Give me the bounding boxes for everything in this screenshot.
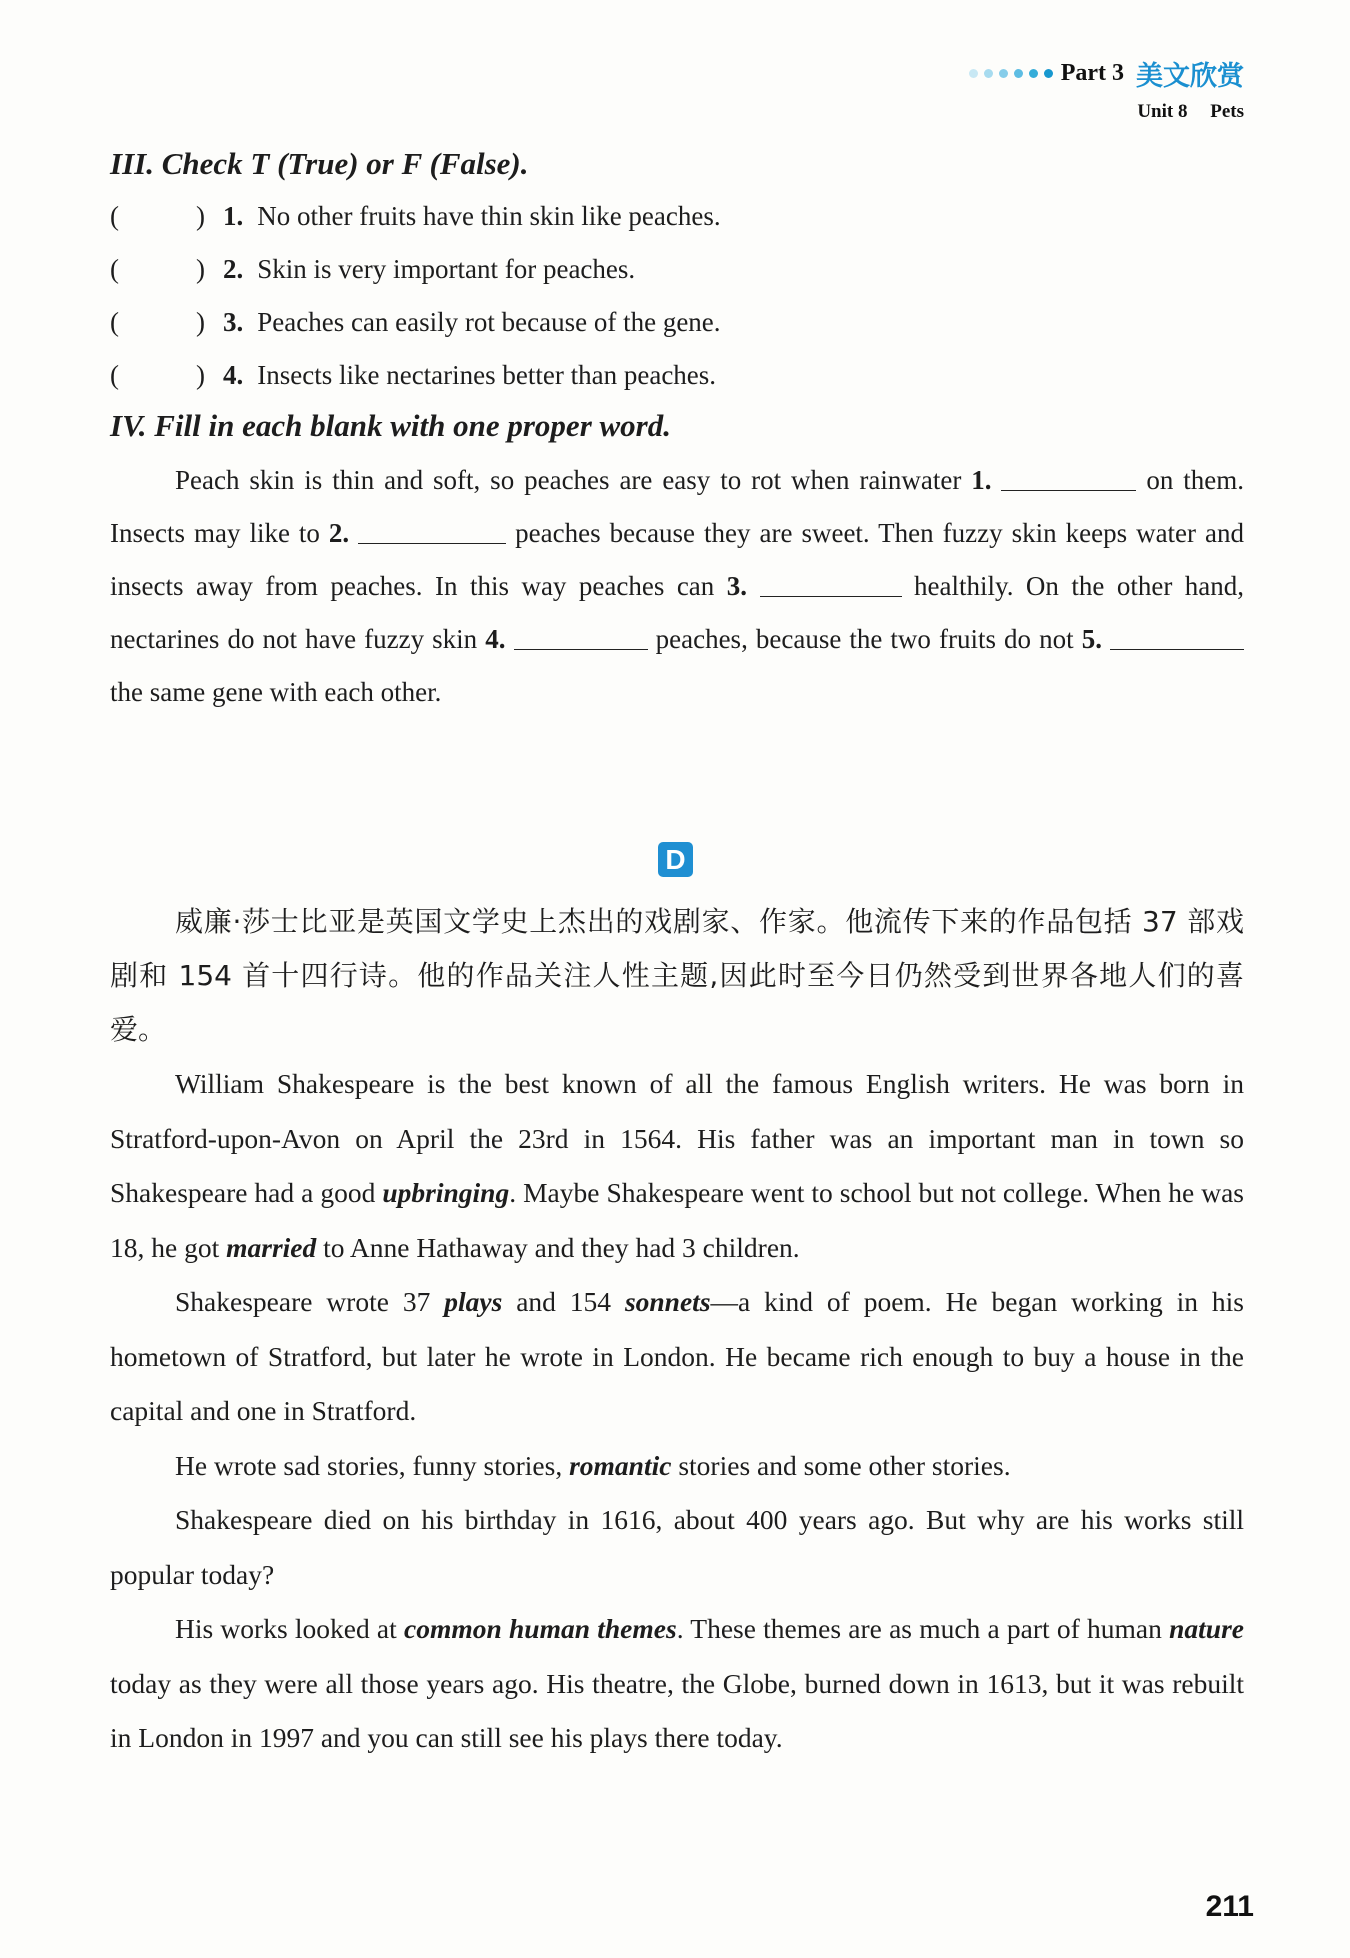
item-text: Peaches can easily rot because of the gene.	[257, 307, 721, 337]
paragraph-3: He wrote sad stories, funny stories, romantic stories and some other stories.	[175, 1449, 1011, 1481]
paragraph-2: Shakespeare wrote 37 plays and 154 sonnets—a kind of poem. He began working in his hometown of Stratford, but later he wrote in London. He became rich enough to buy a house in the capital and one in Stratford.	[110, 1286, 1245, 1426]
blank-4-field[interactable]	[514, 619, 648, 650]
answer-bracket[interactable]: ( )	[110, 254, 205, 284]
part-title: 美文欣赏	[1136, 61, 1244, 92]
part-label: Part 3	[1060, 60, 1124, 86]
section-3-title: III. Check T (True) or F (False).	[110, 146, 529, 181]
paragraph-5: His works looked at common human themes. These themes are as much a part of human nature today as they were all those years ago. His theatre, the Globe, burned down in 1613, but it was rebuilt in London in 1997 and you can still see his plays there today.	[110, 1613, 1244, 1753]
dot-icon	[999, 69, 1008, 78]
decorative-dots	[969, 69, 1053, 78]
dot-icon	[1029, 69, 1038, 78]
unit-title: Pets	[1210, 101, 1244, 122]
list-item	[110, 296, 1244, 349]
list-item	[110, 243, 1244, 296]
paragraph-1: William Shakespeare is the best known of all the famous English writers. He was born in Stratford-upon-Avon on April the 23rd in 1564. His father was an important man in town so Shakespeare had a good upbringing. Maybe Shakespeare went to school but not college. When he was 18, he got married to Anne Hathaway and they had 3 children.	[110, 1068, 1244, 1263]
item-text: Skin is very important for peaches.	[257, 254, 636, 284]
item-number: 1.	[223, 201, 244, 231]
keyword: married	[226, 1231, 317, 1263]
list-item	[110, 190, 1244, 243]
answer-bracket[interactable]: ( )	[110, 201, 205, 231]
blank-1-field[interactable]	[1001, 460, 1136, 491]
reading-passage-d	[110, 895, 1244, 1766]
blank-number: 4.	[485, 624, 506, 654]
keyword: romantic	[569, 1449, 672, 1481]
section-4-title: IV. Fill in each blank with one proper word.	[110, 408, 671, 443]
keyword: upbringing	[382, 1177, 510, 1208]
keyword: common human themes	[404, 1613, 677, 1644]
dot-icon	[1014, 69, 1023, 78]
page-number: 211	[1205, 1890, 1254, 1923]
dot-icon	[1044, 69, 1053, 78]
blank-number: 5.	[1081, 624, 1102, 654]
section-d-badge: D	[658, 842, 693, 877]
blank-number: 3.	[726, 571, 748, 601]
true-false-list	[110, 190, 1244, 402]
keyword: nature	[1169, 1613, 1244, 1644]
blank-number: 2.	[328, 518, 350, 548]
answer-bracket[interactable]: ( )	[110, 307, 205, 337]
answer-bracket[interactable]: ( )	[110, 360, 205, 390]
item-number: 2.	[223, 254, 244, 284]
exercise-content	[110, 144, 1244, 719]
fill-in-passage: Peach skin is thin and soft, so peaches are easy to rot when rainwater 1. on them. Insects may like to 2. peaches because they are sweet. Then fuzzy skin keeps water and insects away from peaches. In this way peaches can 3. healthily. On the other hand, nectarines do not have fuzzy skin 4. peaches, because the two fruits do not 5. the same gene with each other.	[110, 454, 1244, 719]
blank-number: 1.	[971, 465, 992, 495]
keyword: sonnets	[624, 1286, 711, 1317]
chinese-intro: 威廉·莎士比亚是英国文学史上杰出的戏剧家、作家。他流传下来的作品包括 37 部戏剧和 154 首十四行诗。他的作品关注人性主题,因此时至今日仍然受到世界各地人们的喜爱。	[110, 905, 1244, 1046]
item-number: 4.	[223, 360, 244, 390]
page-header	[969, 54, 1244, 123]
header-part-line	[969, 54, 1244, 93]
unit-label: Unit 8	[1137, 101, 1188, 122]
item-text: Insects like nectarines better than peaches.	[257, 360, 717, 390]
blank-5-field[interactable]	[1110, 619, 1244, 650]
blank-3-field[interactable]	[760, 566, 902, 597]
item-text: No other fruits have thin skin like peaches.	[257, 201, 721, 231]
dot-icon	[969, 69, 978, 78]
blank-2-field[interactable]	[358, 513, 506, 544]
keyword: plays	[444, 1286, 503, 1317]
header-unit-line	[969, 101, 1244, 123]
list-item	[110, 349, 1244, 402]
dot-icon	[984, 69, 993, 78]
item-number: 3.	[223, 307, 244, 337]
paragraph-4: Shakespeare died on his birthday in 1616, about 400 years ago. But why are his works still popular today?	[110, 1504, 1245, 1590]
